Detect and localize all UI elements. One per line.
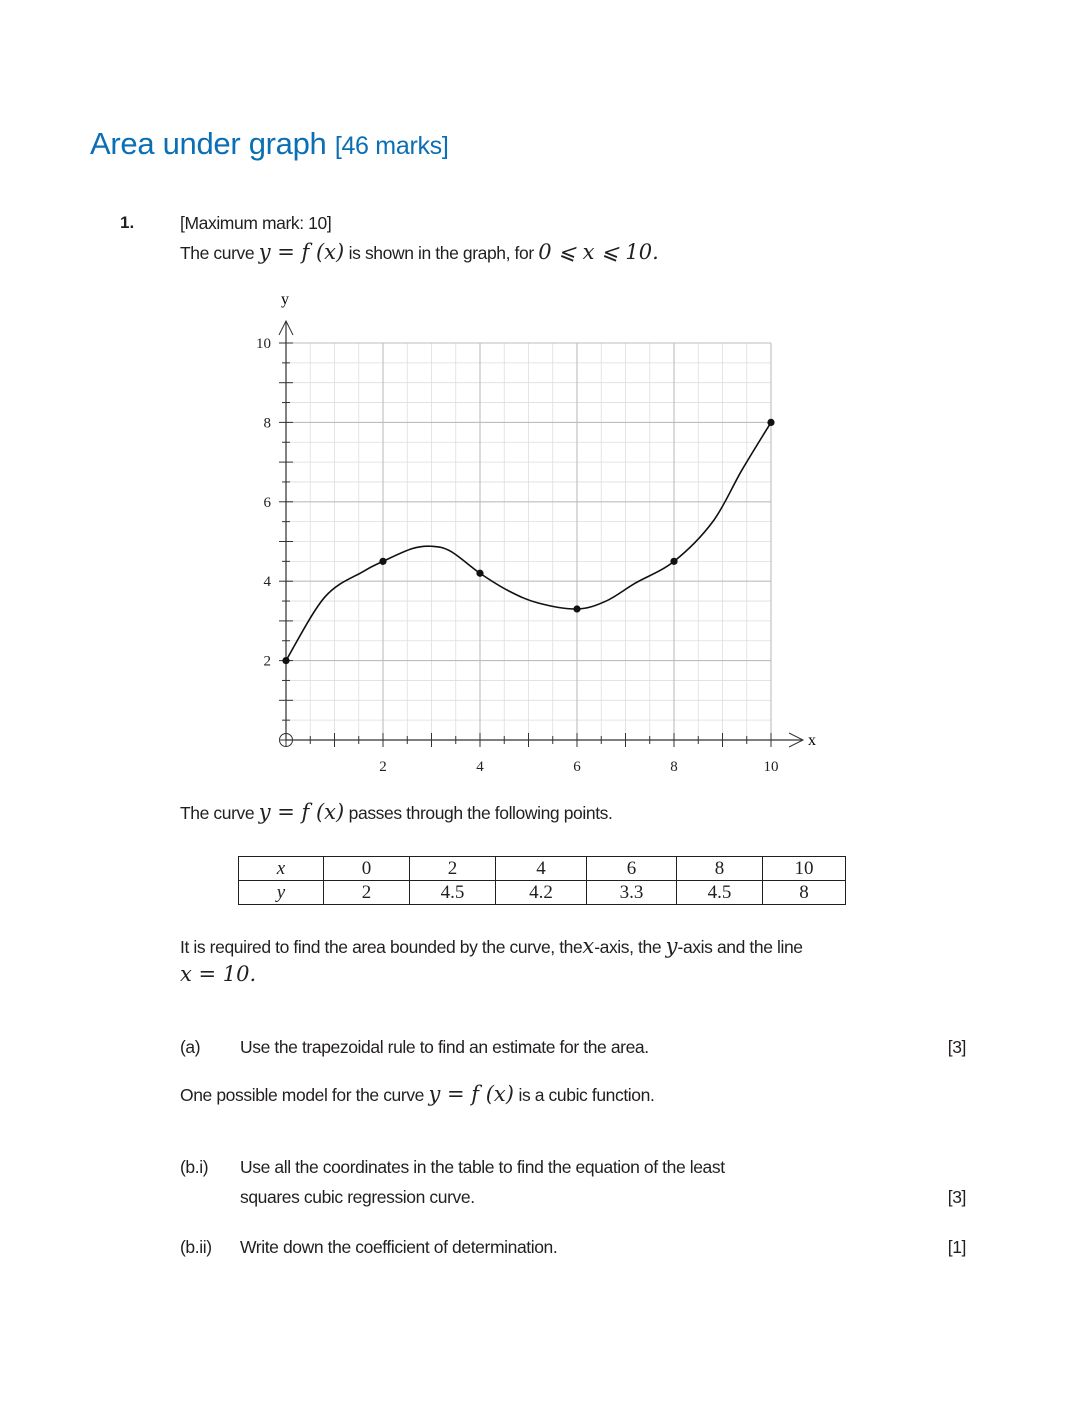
section-title-text: Area under graph xyxy=(90,126,327,161)
table-cell: 3.3 xyxy=(587,881,677,905)
table-cell: 4.5 xyxy=(410,881,496,905)
x-tick-label: 8 xyxy=(670,759,678,775)
y-tick-label: 4 xyxy=(263,574,271,591)
section-title xyxy=(90,126,449,162)
axes xyxy=(279,321,803,747)
table-cell: 4.5 xyxy=(677,881,763,905)
x-tick-label: 2 xyxy=(379,759,387,775)
model-line xyxy=(180,1082,654,1106)
y-axis-label: y xyxy=(281,291,289,308)
y-tick-label: 8 xyxy=(263,415,271,432)
points-table xyxy=(238,856,846,905)
max-mark: [Maximum mark: 10] xyxy=(180,213,332,233)
intro-mid: is shown in the graph, for xyxy=(348,243,534,263)
grid-minor xyxy=(286,343,771,740)
table-cell: 2 xyxy=(410,857,496,881)
area-line-1 xyxy=(180,934,803,958)
model-post: is a cubic function. xyxy=(518,1085,655,1105)
points-line xyxy=(180,800,613,824)
table-cell: 10 xyxy=(763,857,846,881)
table-cell: 4.2 xyxy=(496,881,587,905)
intro-pre: The curve xyxy=(180,243,255,263)
table-cell: 0 xyxy=(324,857,410,881)
table-row-y xyxy=(239,881,846,905)
table-cell: 6 xyxy=(587,857,677,881)
intro-math: y = f (x) xyxy=(258,240,345,264)
x-tick-label: 4 xyxy=(476,759,484,775)
part-a-label: (a) xyxy=(180,1037,201,1057)
part-bi-text-1: Use all the coordinates in the table to find the equation of the least xyxy=(240,1157,725,1177)
points-post: passes through the following points. xyxy=(348,803,613,823)
model-math: y = f (x) xyxy=(428,1082,514,1106)
part-bi-text-2: squares cubic regression curve. xyxy=(240,1187,475,1207)
y-tick-label: 6 xyxy=(263,494,271,511)
x-tick-label: 6 xyxy=(573,759,581,775)
part-bii-text: Write down the coefficient of determination. xyxy=(240,1237,558,1257)
table-row-x xyxy=(239,857,846,881)
intro-range: 0 ⩽ x ⩽ 10. xyxy=(538,240,659,264)
points-math: y = f (x) xyxy=(258,800,345,824)
x-tick-label: 10 xyxy=(763,759,779,775)
function-graph xyxy=(230,285,830,780)
area-y: y xyxy=(665,934,678,958)
intro-line xyxy=(180,240,659,264)
section-marks: [46 marks] xyxy=(334,132,449,160)
question-number: 1. xyxy=(120,213,135,232)
part-bii-label: (b.ii) xyxy=(180,1237,212,1257)
data-point xyxy=(767,419,774,426)
area-line-2 xyxy=(180,962,256,986)
data-point xyxy=(476,570,483,577)
area-text-c: -axis and the line xyxy=(677,937,803,957)
area-line-math: x = 10. xyxy=(180,962,257,986)
area-text-b: -axis, the xyxy=(594,937,662,957)
table-header-x: x xyxy=(239,857,324,881)
data-point xyxy=(670,558,677,565)
table-cell: 8 xyxy=(763,881,846,905)
area-x: x xyxy=(582,934,595,958)
y-tick-label: 2 xyxy=(263,653,271,670)
points-pre: The curve xyxy=(180,803,255,823)
data-point xyxy=(379,558,386,565)
table-cell: 8 xyxy=(677,857,763,881)
part-a-text: Use the trapezoidal rule to find an estimate for the area. xyxy=(240,1037,649,1057)
x-axis-label: x xyxy=(808,732,816,749)
table-header-y: y xyxy=(239,881,324,905)
y-tick-label: 10 xyxy=(256,336,271,352)
part-bii-marks: [1] xyxy=(947,1237,966,1257)
part-bi-label: (b.i) xyxy=(180,1157,209,1177)
table-cell: 4 xyxy=(496,857,587,881)
model-pre: One possible model for the curve xyxy=(180,1085,425,1105)
tick-marks xyxy=(279,343,771,747)
data-point xyxy=(573,605,580,612)
part-a-marks: [3] xyxy=(947,1037,966,1057)
area-text-a: It is required to find the area bounded by the curve, the xyxy=(180,937,583,957)
table-cell: 2 xyxy=(324,881,410,905)
data-point xyxy=(282,657,289,664)
part-bi-marks: [3] xyxy=(947,1187,966,1207)
